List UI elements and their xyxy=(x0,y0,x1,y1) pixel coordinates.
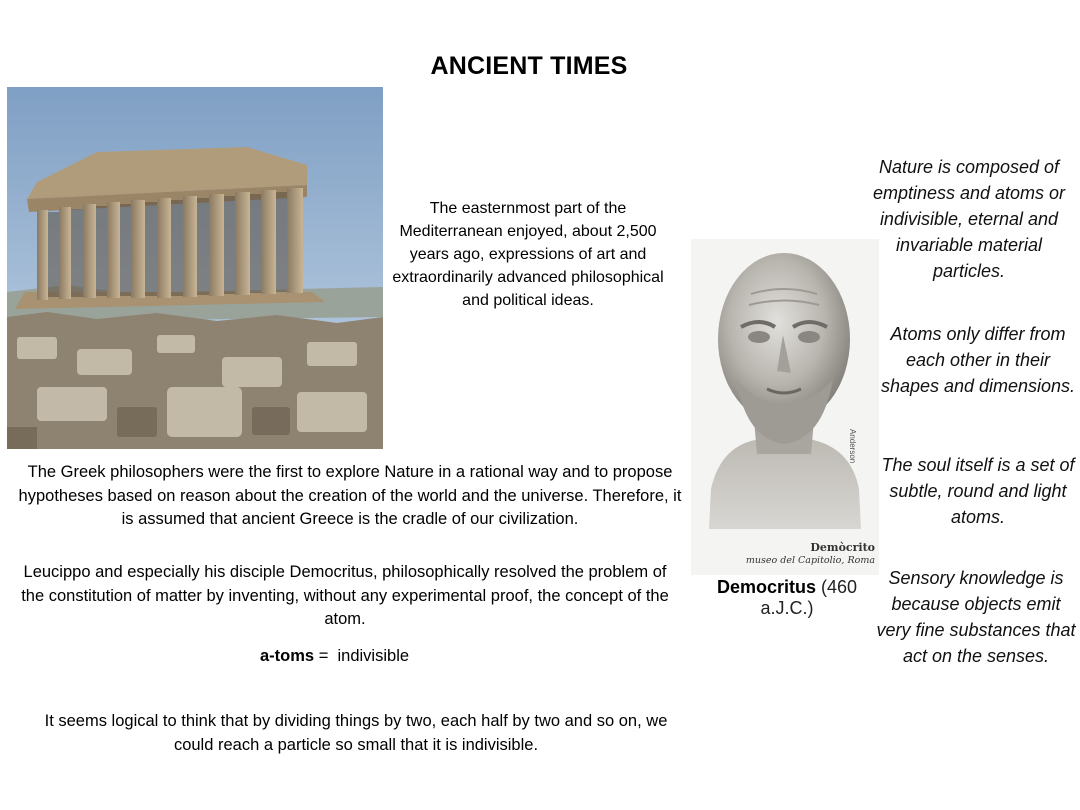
atoms-equals: = xyxy=(318,647,329,665)
side-note-atoms-differ: Atoms only differ from each other in their shapes and dimensions. xyxy=(880,324,1076,396)
bust-caption xyxy=(692,577,882,619)
leucippo-paragraph: Leucippo and especially his disciple Democritus, philosophically resolved the problem of the constitution of matter by inventing, without any experimental proof, the concept of the atom. xyxy=(21,563,669,628)
parthenon-illustration xyxy=(7,87,383,449)
intro-text: The easternmost part of the Mediterranean enjoyed, about 2,500 years ago, expressions of art and extraordinarily advanced philosophical and political ideas. xyxy=(392,200,664,309)
page-title: ANCIENT TIMES xyxy=(430,52,628,80)
atoms-term: a-toms xyxy=(260,647,315,665)
bust-location-label: museo del Capitolio, Roma xyxy=(745,555,875,566)
greek-philosophers-paragraph: The Greek philosophers were the first to explore Nature in a rational way and to propose hypotheses based on reason about the creation of the world and the universe. Therefore, it is assumed that ancient Greece is the cradle of our civilization. xyxy=(18,463,682,528)
caption-name: Democritus xyxy=(716,577,816,597)
bust-name-label: Demòcrito xyxy=(810,541,875,554)
side-note-sensory: Sensory knowledge is because objects emit very fine substances that act on the senses. xyxy=(876,568,1076,666)
atoms-meaning: indivisible xyxy=(337,647,410,665)
bust-museum-label xyxy=(727,541,875,567)
logic-paragraph: It seems logical to think that by dividing things by two, each half by two and so on, we could reach a particle so small that it is indivisible. xyxy=(44,712,668,754)
democritus-bust-photo xyxy=(691,239,879,575)
bust-photographer-credit: Anderson xyxy=(848,429,857,464)
side-note-nature: Nature is composed of emptiness and atoms or indivisible, eternal and invariable material particles. xyxy=(872,157,1066,281)
parthenon-photo xyxy=(7,87,383,449)
side-note-soul: The soul itself is a set of subtle, round and light atoms. xyxy=(881,455,1075,527)
caption-dates: (460 a.J.C.) xyxy=(760,577,858,618)
atoms-definition xyxy=(260,645,480,668)
bust-illustration xyxy=(691,239,879,575)
